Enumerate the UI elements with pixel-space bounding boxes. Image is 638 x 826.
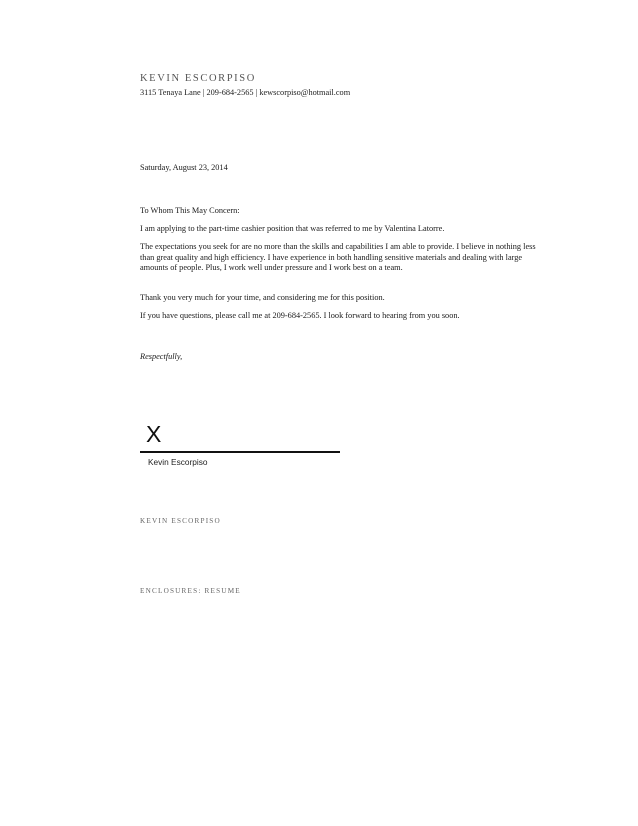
- enclosures-note: ENCLOSURES: RESUME: [140, 587, 241, 595]
- closing: Respectfully,: [140, 352, 183, 361]
- sender-contact-info: 3115 Tenaya Lane | 209-684-2565 | kewscorpiso@hotmail.com: [140, 88, 351, 97]
- letter-date: Saturday, August 23, 2014: [140, 163, 228, 172]
- salutation: To Whom This May Concern:: [140, 206, 240, 215]
- signature-mark: X: [146, 421, 162, 447]
- body-paragraph-4: If you have questions, please call me at 209-684-2565. I look forward to hearing from you soon.: [140, 311, 460, 320]
- body-paragraph-1: I am applying to the part-time cashier position that was referred to me by Valentina Latorre.: [140, 224, 445, 233]
- body-paragraph-2: The expectations you seek for are no more than the skills and capabilities I am able to provide. I believe in nothing less than great quality and high efficiency. I have experience in both handling sensitive materials and dealing with large amounts of people. Plus, I work well under pressure and I work best on a team.: [140, 242, 536, 273]
- signature-line: [140, 451, 340, 453]
- signature-name: Kevin Escorpiso: [148, 457, 208, 467]
- sender-name: KEVIN ESCORPISO: [140, 73, 256, 84]
- footer-name: KEVIN ESCORPISO: [140, 517, 221, 525]
- body-paragraph-3: Thank you very much for your time, and considering me for this position.: [140, 293, 385, 302]
